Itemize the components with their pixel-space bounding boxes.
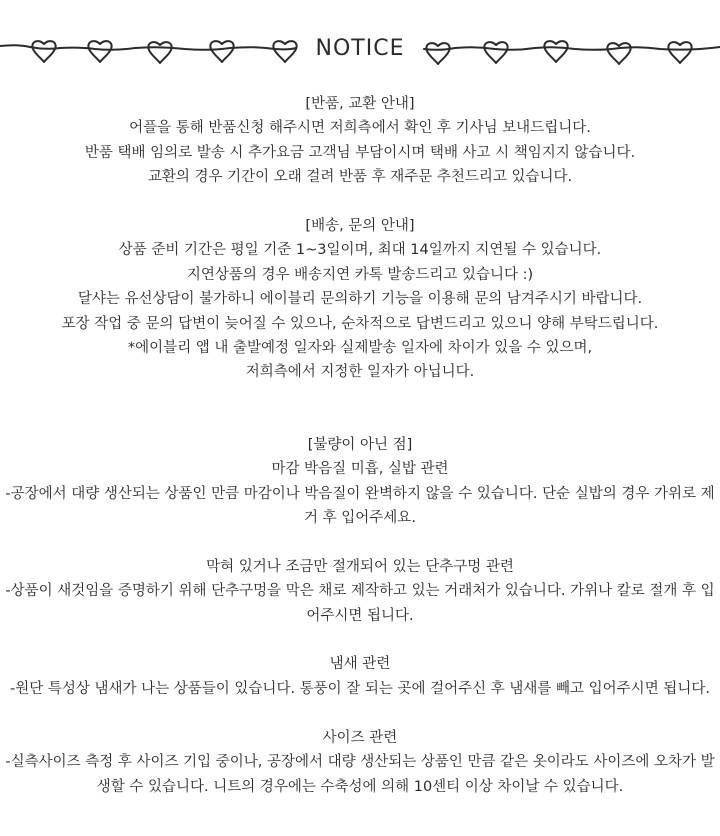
text-line: 저희측에서 지정한 일자가 아닙니다. — [245, 364, 475, 381]
text-line: *에이블리 앱 내 출발예정 일자와 실제발송 일자에 차이가 있을 수 있으며, — [127, 340, 593, 357]
text-line: 교환의 경우 기간이 오래 걸려 반품 후 재주문 추천드리고 있습니다. — [147, 169, 573, 186]
item-title: 냄새 관련 — [329, 656, 391, 673]
spacer — [0, 385, 720, 433]
text-line: 어플을 통해 반품신청 해주시면 저희측에서 확인 후 기사님 보내드립니다. — [129, 120, 591, 137]
text-line: 상품 준비 기간은 평일 기준 1~3일이며, 최대 14일까지 지연될 수 있습니다. — [118, 242, 602, 259]
item-text: -원단 특성상 냄새가 나는 상품들이 있습니다. 통풍이 잘 되는 곳에 걸어주신 후 냄새를 빼고 입어주시면 됩니다. — [10, 680, 710, 697]
item-title: 마감 박음질 미흡, 실밥 관련 — [271, 461, 449, 478]
text-line: 반품 택배 임의로 발송 시 추가요금 고객님 부담이시며 택배 사고 시 책임지지 않습니다. — [84, 144, 636, 161]
item-title: 사이즈 관련 — [322, 729, 398, 746]
notice-content — [0, 92, 720, 799]
spacer — [0, 701, 720, 725]
text-line: 포장 작업 중 문의 답변이 늦어질 수 있으나, 순차적으로 답변드리고 있으니 양해 부탁드립니다. — [61, 315, 659, 332]
notice-title: NOTICE — [315, 36, 405, 61]
text-line: 지연상품의 경우 배송지연 카톡 발송드리고 있습니다 :) — [186, 266, 534, 283]
section-heading: [반품, 교환 안내] — [305, 96, 415, 112]
text-line: 달샤는 유선상담이 불가하니 에이블리 문의하기 기능을 이용해 문의 남겨주시기 바랍니다. — [77, 291, 643, 308]
spacer — [0, 530, 720, 554]
item-text: -공장에서 대량 생산되는 상품인 만큼 마감이나 박음질이 완벽하지 않을 수 있습니다. 단순 실밥의 경우 가위로 제거 후 입어주세요. — [5, 485, 715, 527]
shipping-section — [0, 214, 720, 385]
spacer — [0, 190, 720, 214]
item-title: 막혀 있거나 조금만 절개되어 있는 단추구멍 관련 — [206, 558, 514, 575]
item-text: -실측사이즈 측정 후 사이즈 기입 중이나, 공장에서 대량 생산되는 상품인 만큼 같은 옷이라도 사이즈에 오차가 발생할 수 있습니다. 니트의 경우에는 수축성에 의해 10센티 이상 차이날 수 있습니다. — [5, 754, 715, 795]
returns-section — [0, 92, 720, 190]
section-heading: [불량이 아닌 점] — [307, 436, 413, 453]
spacer — [0, 628, 720, 652]
section-heading: [배송, 문의 안내] — [305, 218, 415, 235]
defects-section — [0, 433, 720, 799]
item-text: -상품이 새것임을 증명하기 위해 단추구멍을 막은 채로 제작하고 있는 거래처가 있습니다. 가위나 칼로 절개 후 입어주시면 됩니다. — [5, 583, 715, 624]
notice-banner — [0, 0, 720, 104]
